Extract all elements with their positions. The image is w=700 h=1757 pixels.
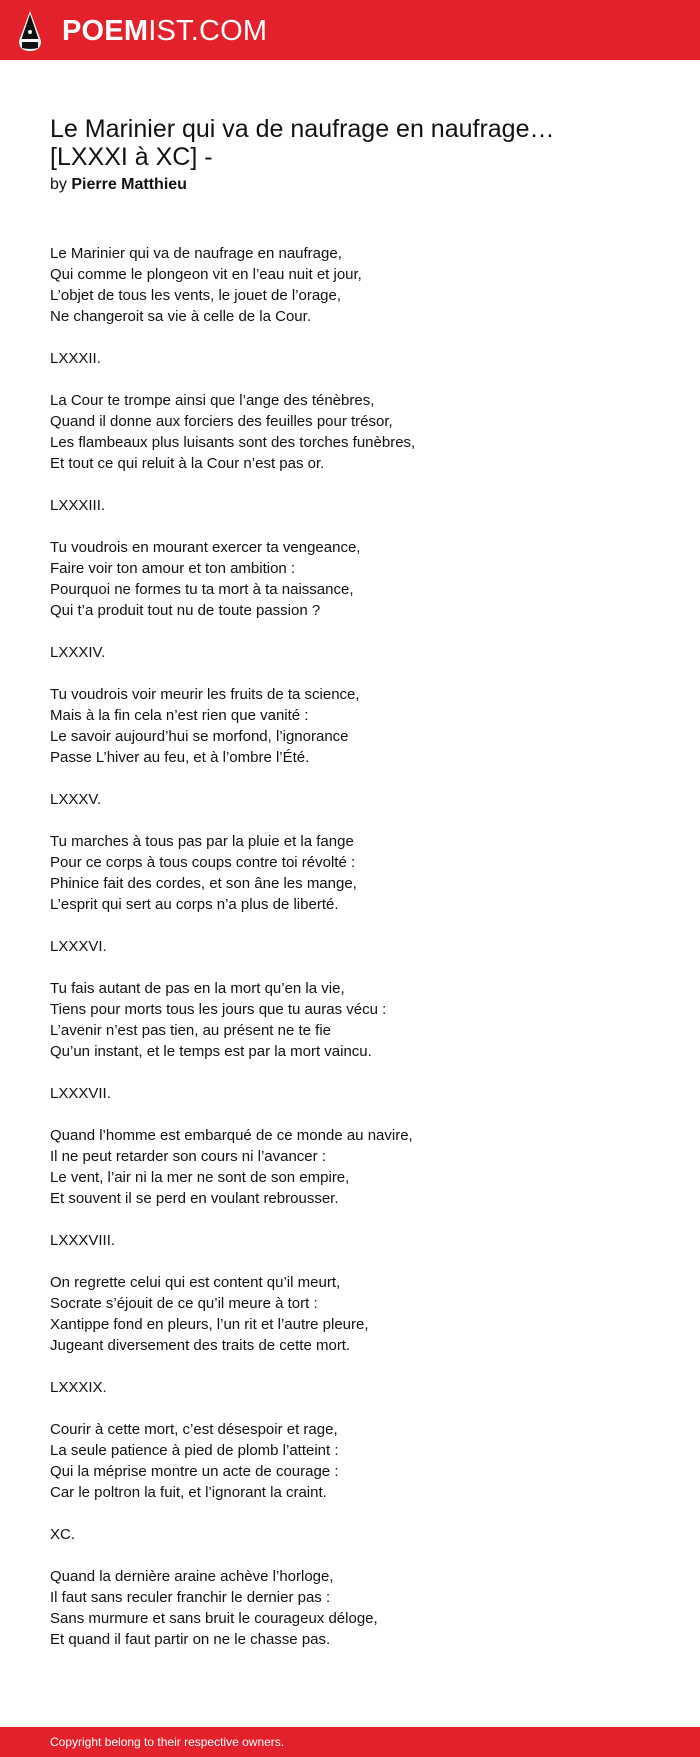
stanza — [50, 537, 650, 621]
section-heading: LXXXIII. — [50, 497, 106, 514]
poem-line: Quand l’homme est embarqué de ce monde au navire, — [50, 1127, 413, 1144]
poem-line: Xantippe fond en pleurs, l’un rit et l’autre pleure, — [50, 1316, 369, 1333]
author-name[interactable]: Pierre Matthieu — [71, 176, 187, 193]
poem-line: Qu’un instant, et le temps est par la mort vaincu. — [50, 1043, 372, 1060]
site-logo[interactable] — [17, 9, 267, 53]
poem-line: Il faut sans reculer franchir le dernier pas : — [50, 1589, 331, 1606]
stanza — [50, 1419, 650, 1503]
stanza — [50, 1125, 650, 1209]
site-name-light: IST.COM — [148, 14, 268, 47]
poem-line: Tu voudrois voir meurir les fruits de ta science, — [50, 686, 360, 703]
stanza — [50, 978, 650, 1062]
section-heading: XC. — [50, 1526, 76, 1543]
poem-line: L’objet de tous les vents, le jouet de l’orage, — [50, 287, 342, 304]
poem-line: Faire voir ton amour et ton ambition : — [50, 560, 296, 577]
poem-line: Tiens pour morts tous les jours que tu auras vécu : — [50, 1001, 387, 1018]
poem-line: Ne changeroit sa vie à celle de la Cour. — [50, 308, 311, 325]
site-name — [62, 14, 268, 47]
poem-line: Pour ce corps à tous coups contre toi révolté : — [50, 854, 356, 871]
stanza — [50, 831, 650, 915]
poem-line: Et tout ce qui reluit à la Cour n’est pas or. — [50, 455, 325, 472]
poem-line: Et souvent il se perd en voulant rebrousser. — [50, 1190, 339, 1207]
poem-title-line: Le Marinier qui va de naufrage en naufrage… — [50, 115, 555, 143]
section-heading: LXXXIX. — [50, 1379, 107, 1396]
poem-line: Le vent, l’air ni la mer ne sont de son empire, — [50, 1169, 350, 1186]
stanza — [50, 1272, 650, 1356]
poem-line: Tu fais autant de pas en la mort qu’en la vie, — [50, 980, 345, 997]
section-heading: LXXXVII. — [50, 1085, 111, 1102]
poem-line: Le Marinier qui va de naufrage en naufrage, — [50, 245, 342, 262]
stanza — [50, 1566, 650, 1650]
poem-line: Qui t’a produit tout nu de toute passion ? — [50, 602, 321, 619]
poem-line: Tu voudrois en mourant exercer ta vengeance, — [50, 539, 361, 556]
site-name-bold: POEM — [62, 14, 149, 47]
poem-line: Il ne peut retarder son cours ni l’avancer : — [50, 1148, 326, 1165]
poem-line: Qui comme le plongeon vit en l’eau nuit et jour, — [50, 266, 362, 283]
poem-line: Courir à cette mort, c’est désespoir et rage, — [50, 1421, 338, 1438]
poem-line: Jugeant diversement des traits de cette mort. — [50, 1337, 351, 1354]
poem-line: Passe L’hiver au feu, et à l’ombre l’Été. — [50, 749, 310, 766]
pen-nib-icon — [17, 10, 43, 52]
copyright-text: Copyright belong to their respective owners. — [50, 1735, 285, 1749]
poem-line: On regrette celui qui est content qu’il meurt, — [50, 1274, 341, 1291]
poem-line: Car le poltron la fuit, et l’ignorant la craint. — [50, 1484, 327, 1501]
section-heading: LXXXIV. — [50, 644, 106, 661]
poem-line: Socrate s’éjouit de ce qu’il meure à tort : — [50, 1295, 318, 1312]
poem-line: Qui la méprise montre un acte de courage : — [50, 1463, 339, 1480]
poem-line: Mais à la fin cela n’est rien que vanité : — [50, 707, 309, 724]
poem-line: Sans murmure et sans bruit le courageux déloge, — [50, 1610, 378, 1627]
poem-line: Et quand il faut partir on ne le chasse pas. — [50, 1631, 331, 1648]
poem-body — [50, 243, 650, 1671]
poem-header — [50, 115, 650, 196]
section-heading: LXXXII. — [50, 350, 101, 367]
poem-line: L’esprit qui sert au corps n’a plus de liberté. — [50, 896, 339, 913]
byline — [50, 174, 650, 196]
byline-prefix: by — [50, 176, 67, 193]
poem-line: Quand il donne aux forciers des feuilles pour trésor, — [50, 413, 393, 430]
poem-line: Quand la dernière araine achève l’horloge, — [50, 1568, 334, 1585]
poem-line: Les flambeaux plus luisants sont des torches funèbres, — [50, 434, 416, 451]
poem-title — [50, 115, 650, 171]
stanza — [50, 390, 650, 474]
footer-bar — [0, 1727, 700, 1757]
section-heading: LXXXV. — [50, 791, 102, 808]
poem-line: La seule patience à pied de plomb l’atteint : — [50, 1442, 339, 1459]
top-header-bar — [0, 0, 700, 60]
stanza — [50, 243, 650, 327]
poem-line: Pourquoi ne formes tu ta mort à ta naissance, — [50, 581, 354, 598]
section-heading: LXXXVIII. — [50, 1232, 116, 1249]
poem-title-line: [LXXXI à XC] - — [50, 143, 213, 171]
stanza — [50, 684, 650, 768]
poem-line: Phinice fait des cordes, et son âne les mange, — [50, 875, 357, 892]
poem-line: Le savoir aujourd’hui se morfond, l’ignorance — [50, 728, 349, 745]
poem-line: Tu marches à tous pas par la pluie et la fange — [50, 833, 354, 850]
poem-line: La Cour te trompe ainsi que l’ange des ténèbres, — [50, 392, 375, 409]
section-heading: LXXXVI. — [50, 938, 107, 955]
poem-line: L’avenir n’est pas tien, au présent ne te fie — [50, 1022, 332, 1039]
